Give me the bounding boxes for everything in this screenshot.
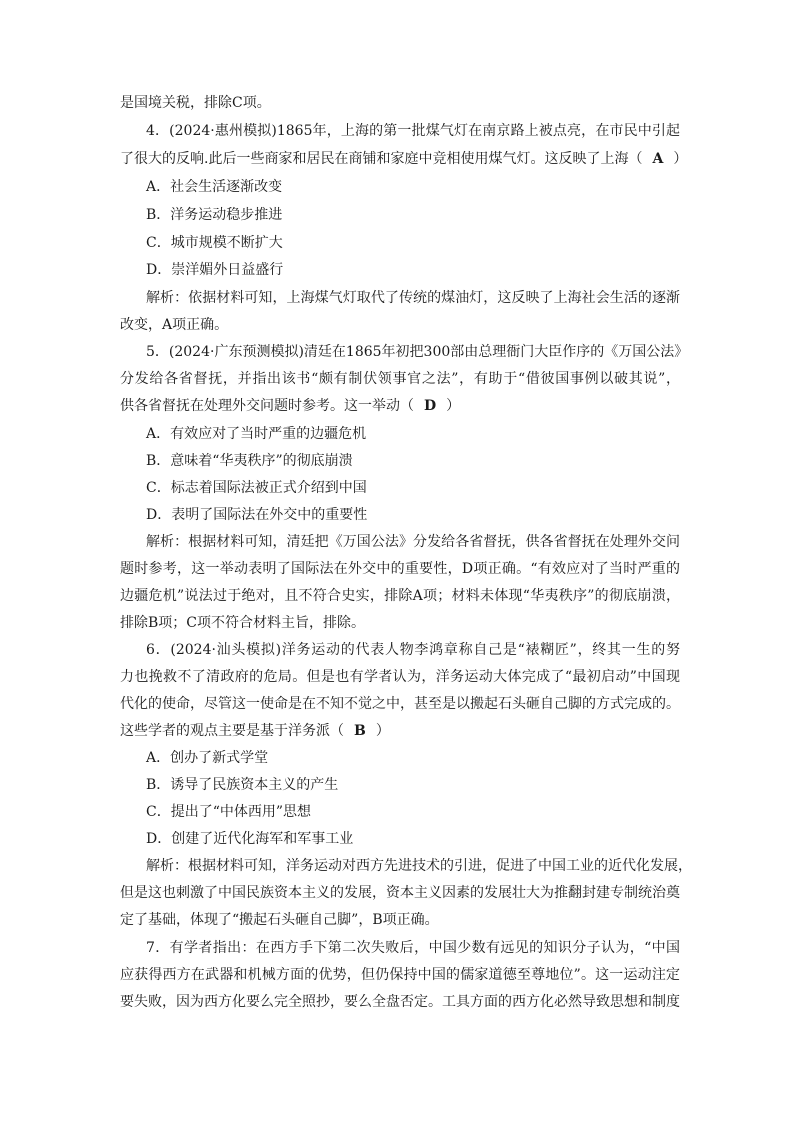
q5-stem-text: 供各省督抚在处理外交问题时参考。这一举动（ [120, 398, 414, 414]
q5-analysis-line2: 题时参考，这一举动表明了国际法在外交中的重要性，D项正确。“有效应对了当时严重的 [120, 561, 680, 577]
q5-stem-close: ） [446, 398, 461, 414]
q4-stem-line1: 4．(2024·惠州模拟)1865年，上海的第一批煤气灯在南京路上被点亮，在市民中引起 [146, 123, 680, 139]
q5-stem-line3 [120, 394, 680, 418]
q7-stem-line2: 应获得西方在武器和机械方面的优势，但仍保持中国的儒家道德至尊地位”。这一运动注定 [120, 967, 680, 983]
q6-stem-line1: 6．(2024·汕头模拟)洋务运动的代表人物李鸿章称自己是“裱糊匠”，终其一生的努 [146, 642, 680, 658]
q5-stem-line2: 分发给各省督抚，并指出该书“颇有制伏领事官之法”，有助于“借彼国事例以破其说”， [120, 371, 680, 387]
q4-option-d: D．崇洋媚外日益盛行 [146, 262, 284, 278]
q6-analysis-line2: 但是这也刺激了中国民族资本主义的发展，资本主义因素的发展壮大为推翻封建专制统治奠 [120, 885, 680, 901]
q5-option-a: A．有效应对了当时严重的边疆危机 [146, 426, 367, 442]
q6-stem-close: ） [375, 723, 390, 739]
q6-stem-line4 [120, 719, 680, 743]
q5-analysis-line3: 边疆危机”说法过于绝对，且不符合史实，排除A项；材料未体现“华夷秩序”的彻底崩溃， [120, 588, 680, 604]
q6-option-d: D．创建了近代化海军和军事工业 [146, 831, 354, 847]
q6-option-a: A．创办了新式学堂 [146, 750, 269, 766]
q5-option-b: B．意味着“华夷秩序”的彻底崩溃 [146, 453, 353, 469]
q4-option-a: A．社会生活逐渐改变 [146, 179, 283, 195]
q6-analysis-line3: 定了基础，体现了“搬起石头砸自己脚”，B项正确。 [120, 912, 439, 928]
q5-analysis-line1: 解析：根据材料可知，清廷把《万国公法》分发给各省督抚，供各省督抚在处理外交问 [146, 534, 680, 550]
q6-answer: B [354, 723, 366, 739]
q6-option-b: B．诱导了民族资本主义的产生 [146, 777, 339, 793]
q3-analysis-tail: 是国境关税，排除C项。 [120, 95, 271, 111]
q4-stem-text: 了很大的反响.此后一些商家和居民在商铺和家庭中竞相使用煤气灯。这反映了上海（ [120, 151, 643, 167]
q7-stem-line1: 7．有学者指出：在西方手下第二次失败后，中国少数有远见的知识分子认为，“中国 [146, 940, 680, 956]
q5-option-d: D．表明了国际法在外交中的重要性 [146, 507, 368, 523]
q5-analysis-line4: 排除B项；C项不符合材料主旨，排除。 [120, 615, 365, 631]
q4-option-c: C．城市规模不断扩大 [146, 235, 283, 251]
q4-stem-close: ） [673, 151, 688, 167]
q4-stem-line2 [120, 147, 688, 171]
q6-stem-line2: 力也挽救不了清政府的危局。但是也有学者认为，洋务运动大体完成了“最初启动”中国现 [120, 669, 680, 685]
q6-stem-text: 这些学者的观点主要是基于洋务派（ [120, 723, 344, 739]
q5-answer: D [424, 398, 437, 414]
q7-stem-line3: 要失败，因为西方化要么完全照抄，要么全盘否定。工具方面的西方化必然导致思想和制度 [120, 994, 680, 1010]
q5-stem-line1: 5．(2024·广东预测模拟)清廷在1865年初把300部由总理衙门大臣作序的《万国公法》 [146, 344, 689, 360]
q4-analysis-line2: 改变，A项正确。 [120, 317, 229, 333]
q6-stem-line3: 代化的使命，尽管这一使命是在不知不觉之中，甚至是以搬起石头砸自己脚的方式完成的。 [120, 696, 680, 712]
q4-analysis-line1: 解析：依据材料可知，上海煤气灯取代了传统的煤油灯，这反映了上海社会生活的逐渐 [146, 290, 680, 306]
q4-option-b: B．洋务运动稳步推进 [146, 207, 283, 223]
q6-option-c: C．提出了“中体西用”思想 [146, 804, 312, 820]
q5-option-c: C．标志着国际法被正式介绍到中国 [146, 480, 367, 496]
q6-analysis-line1: 解析：根据材料可知，洋务运动对西方先进技术的引进，促进了中国工业的近代化发展， [146, 858, 692, 874]
q4-answer: A [652, 151, 664, 167]
